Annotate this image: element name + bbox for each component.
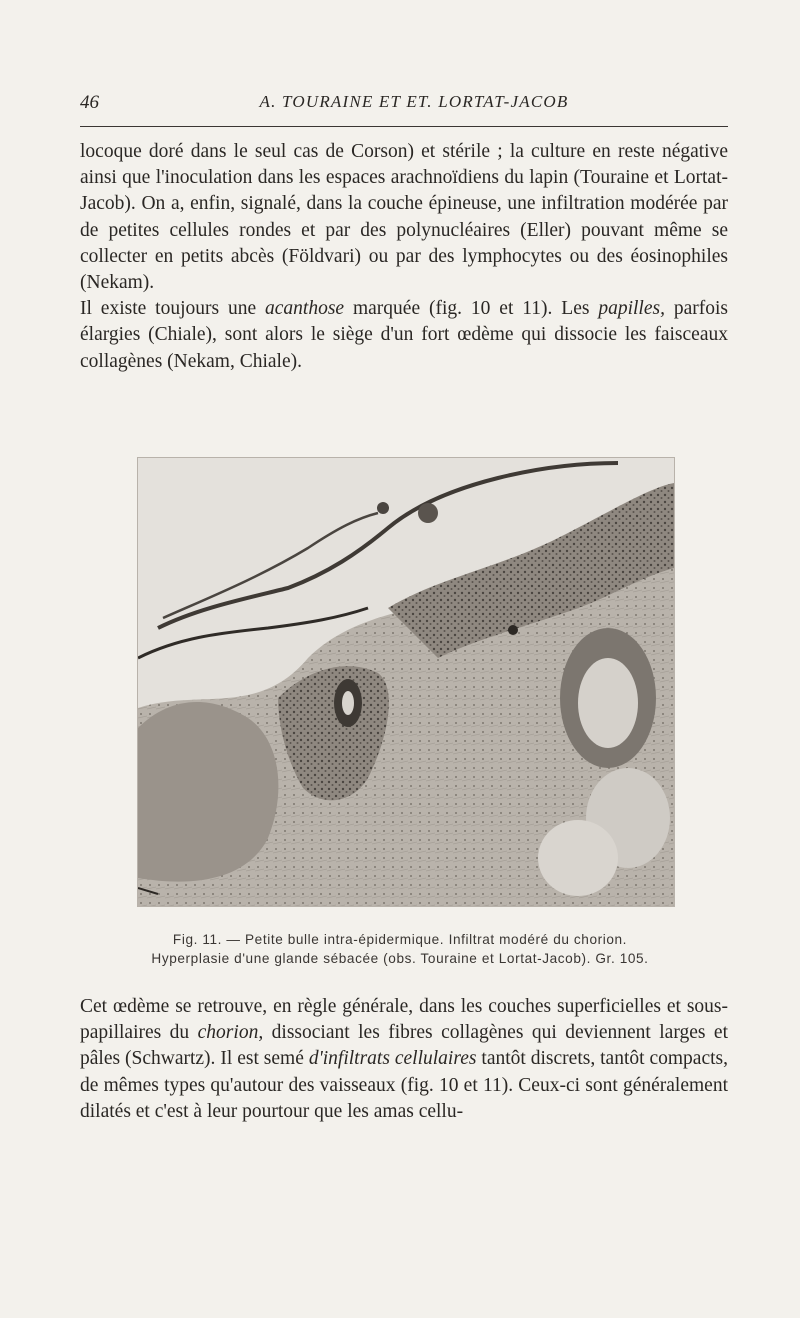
page-number: 46 xyxy=(80,92,99,113)
body-text-top xyxy=(80,139,728,375)
italic-term: papilles, xyxy=(598,298,665,320)
paragraph xyxy=(80,994,728,1125)
text-run: marquée (fig. 10 et 11). Les xyxy=(344,298,599,320)
micrograph-illustration xyxy=(138,458,674,906)
text-run: tantôt discrets, tantôt compacts, de mêmes types qu'autour des vaisseaux (fig. 10 et 11). Ceux-ci sont généralement dilatés et c'est à leur pourtour que les amas cellu- xyxy=(80,1048,728,1122)
histology-micrograph xyxy=(138,458,674,906)
italic-term: chorion, xyxy=(197,1022,264,1044)
caption-line: Fig. 11. — Petite bulle intra-épidermique. Infiltrat modéré du chorion. xyxy=(172,932,628,947)
paragraph-text: locoque doré dans le seul cas de Corson) et stérile ; la culture en reste négative ainsi que l'inoculation dans les espaces arachnoïdiens du lapin (Touraine et Lortat-Jacob). On a, enfin, signalé, dans la couche épineuse, une infiltration modérée par de petites cellules rondes et par des polynucléaires (Eller) pouvant même se collecter en petits abcès (Földvari) ou par des lymphocytes ou des éosinophiles (Nekam). xyxy=(80,141,728,294)
paragraph xyxy=(80,296,728,375)
text-run: parfois élargies (Chiale), sont alors le siège d'un fort œdème qui dissocie les faisceaux collagènes (Nekam, Chiale). xyxy=(80,298,729,372)
caption-line: Hyperplasie d'une glande sébacée (obs. Touraine et Lortat-Jacob). Gr. 105. xyxy=(151,951,649,966)
italic-term: acanthose xyxy=(265,298,345,320)
text-run: Cet œdème se retrouve, en règle générale, dans les couches superficielles et sous-papillaires du xyxy=(80,996,728,1044)
header-rule xyxy=(80,126,728,127)
figure-caption xyxy=(100,930,700,968)
page-header xyxy=(80,92,728,122)
text-run: dissociant les fibres collagènes qui deviennent larges et pâles (Schwartz). Il est semé xyxy=(80,1022,729,1070)
paragraph xyxy=(80,139,728,296)
body-text-bottom xyxy=(80,994,728,1125)
text-run: Il existe toujours une xyxy=(80,298,266,320)
italic-term: d'infiltrats cellulaires xyxy=(308,1048,477,1070)
running-head: A. TOURAINE ET ET. LORTAT-JACOB xyxy=(259,92,569,111)
